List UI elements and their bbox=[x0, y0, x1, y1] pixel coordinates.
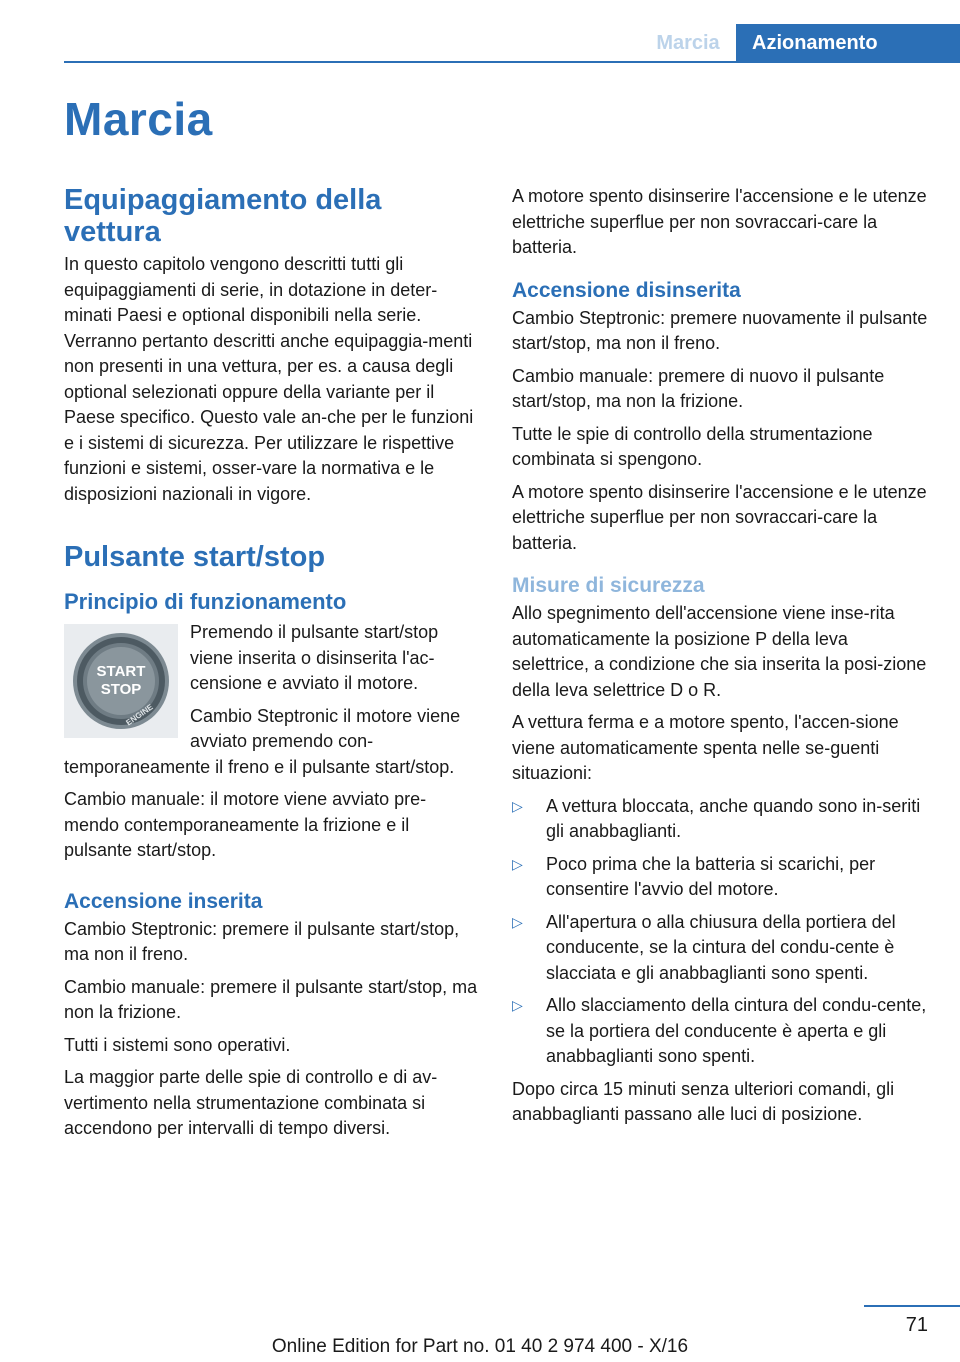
page-number: 71 bbox=[905, 1314, 928, 1336]
list-item-text: Allo slacciamento della cintura del condu-cente, se la portiera del conducente è aperta e gli anabbaglianti sono spenti. bbox=[546, 995, 927, 1066]
paragraph-sicurezza-1: Allo spegnimento dell'accensione viene inse-rita automaticamente la posizione P della leva selettrice, a condizione che sia inserita la posi-zione della leva selettrice D o R. bbox=[512, 603, 927, 700]
paragraph-accensione-4: La maggior parte delle spie di controllo e di av-vertimento nella strumentazione combinata si accendono per intervalli di tempo diversi. bbox=[64, 1067, 438, 1138]
paragraph-disinserita-1: Cambio Steptronic: premere nuovamente il pulsante start/stop, ma non il freno. bbox=[512, 307, 928, 353]
start-stop-button-icon bbox=[69, 629, 173, 733]
header-rule bbox=[64, 61, 960, 63]
paragraph-principio-2: Cambio Steptronic il motore viene avviato premendo con-temporaneamente il freno e il pulsante start/stop. bbox=[64, 705, 461, 777]
situations-list bbox=[512, 794, 928, 1070]
heading-principio: Principio di funzionamento bbox=[64, 589, 347, 614]
paragraph-disinserita-4: A motore spento disinserire l'accensione e le utenze elettriche superflue per non sovraccari-care la batteria. bbox=[512, 481, 927, 553]
header-section-tab[interactable]: Marcia bbox=[656, 32, 720, 54]
start-stop-button-image bbox=[64, 624, 178, 738]
list-item bbox=[512, 993, 928, 1070]
paragraph-principio-3: Cambio manuale: il motore viene avviato pre-mendo contemporaneamente la frizione e il pulsante start/stop. bbox=[64, 789, 427, 860]
list-item bbox=[512, 910, 928, 987]
paragraph-accensione-3: Tutti i sistemi sono operativi. bbox=[64, 1034, 291, 1055]
right-column bbox=[512, 184, 928, 1135]
paragraph-principio-1: Premendo il pulsante start/stop viene inserita o disinserita l'ac-censione e avviato il motore. bbox=[190, 622, 439, 693]
button-label-stop: STOP bbox=[100, 681, 142, 698]
paragraph-disinserita-3: Tutte le spie di controllo della strumentazione combinata si spengono. bbox=[512, 423, 873, 469]
heading-pulsante-start-stop: Pulsante start/stop bbox=[64, 541, 326, 573]
paragraph-accensione-2: Cambio manuale: premere il pulsante start/stop, ma non la frizione. bbox=[64, 976, 478, 1022]
list-item bbox=[512, 794, 928, 845]
paragraph-accensione-1: Cambio Steptronic: premere il pulsante start/stop, ma non il freno. bbox=[64, 918, 460, 964]
paragraph-final: Dopo circa 15 minuti senza ulteriori comandi, gli anabbaglianti passano alle luci di posizione. bbox=[512, 1078, 895, 1124]
heading-accensione-inserita: Accensione inserita bbox=[64, 889, 263, 913]
footer-edition: Online Edition for Part no. 01 40 2 974 400 - X/16 bbox=[271, 1336, 689, 1357]
heading-equipaggiamento: Equipaggiamento della vettura bbox=[64, 184, 382, 248]
triangle-bullet-icon: ▷ bbox=[512, 997, 523, 1013]
heading-accensione-disinserita: Accensione disinserita bbox=[512, 278, 741, 302]
left-column bbox=[64, 184, 480, 1149]
paragraph-disinserita-2: Cambio manuale: premere di nuovo il pulsante start/stop, ma non la frizione. bbox=[512, 365, 885, 411]
page-title: Marcia bbox=[64, 93, 213, 145]
header-active-tab[interactable]: Azionamento bbox=[736, 24, 960, 63]
heading-misure-sicurezza: Misure di sicurezza bbox=[512, 574, 705, 597]
paragraph-intro-right: A motore spento disinserire l'accensione e le utenze elettriche superflue per non sovraccari-care la batteria. bbox=[512, 186, 927, 257]
footer-rule bbox=[864, 1305, 960, 1307]
button-label-engine: ENGINE bbox=[124, 702, 155, 728]
list-item-text: Poco prima che la batteria si scarichi, per consentire l'avvio del motore. bbox=[546, 853, 876, 899]
paragraph-sicurezza-2: A vettura ferma e a motore spento, l'accen-sione viene automaticamente spenta nelle se-guenti situazioni: bbox=[512, 712, 899, 783]
triangle-bullet-icon: ▷ bbox=[512, 797, 523, 814]
list-item-text: All'apertura o alla chiusura della portiera del conducente, se la cintura del condu-cente è slacciata e gli anabbaglianti sono spenti. bbox=[546, 911, 896, 983]
button-label-start: START bbox=[96, 663, 146, 680]
triangle-bullet-icon: ▷ bbox=[512, 913, 523, 930]
paragraph-equipaggiamento: In questo capitolo vengono descritti tutti gli equipaggiamenti di serie, in dotazione in deter-minati Paesi e optional disponibili nella serie. Verranno pertanto descritti anche equipaggia-menti non presenti in una vettura, per es. a causa degli optional selezionati oppure della variante per il Paese specifico. Questo vale an-che per le funzioni e i sistemi di sicurezza. Per utilizzare le rispettive funzioni e sistemi, osser-vare la normativa e le disposizioni nazionali in vigore. bbox=[64, 254, 474, 504]
list-item-text: A vettura bloccata, anche quando sono in-seriti gli anabbaglianti. bbox=[546, 795, 921, 841]
list-item bbox=[512, 852, 928, 903]
triangle-bullet-icon: ▷ bbox=[512, 855, 523, 872]
